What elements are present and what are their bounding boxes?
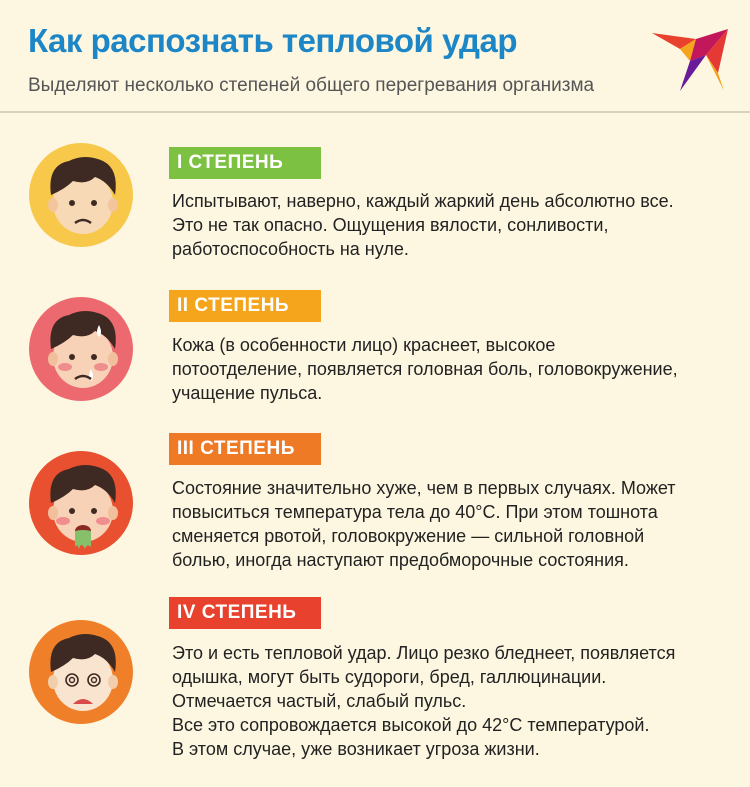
bird-logo-icon [650, 25, 730, 95]
page-title: Как распознать тепловой удар [28, 22, 517, 59]
dizzy-face-icon [29, 620, 133, 724]
stage-3-text: Состояние значительно хуже, чем в первых случаях. Может повыситься температура тела до 40°С. При этом тошнота сменяется рвотой, головокружение — сильной головной болью, иногда наступают предобморочные состояния. [172, 478, 676, 570]
header [0, 0, 750, 113]
stage-2-text: Кожа (в особенности лицо) краснеет, высокое потоотделение, появляется головная боль, головокружение, учащение пульса. [172, 335, 678, 403]
stage-2-badge: II СТЕПЕНЬ [169, 290, 321, 322]
stage-4-text: Это и есть тепловой удар. Лицо резко бледнеет, появляется одышка, могут быть судороги, бред, галлюцинации. Отмечается частый, слабый пульс. Все это сопровождается высокой до 42°С температурой. В этом случае, уже возникает угроза жизни. [172, 643, 676, 759]
vomiting-face-icon [29, 451, 133, 555]
stage-4-badge: IV СТЕПЕНЬ [169, 597, 321, 629]
stage-1-badge: I СТЕПЕНЬ [169, 147, 321, 179]
page-subtitle: Выделяют несколько степеней общего перегревания организма [28, 75, 595, 96]
stage-1-text: Испытывают, наверно, каждый жаркий день абсолютно все. Это не так опасно. Ощущения вялости, сонливости, работоспособность на нуле. [172, 191, 674, 259]
sweating-face-icon [29, 297, 133, 401]
sad-face-icon [29, 143, 133, 247]
stage-3-badge: III СТЕПЕНЬ [169, 433, 321, 465]
